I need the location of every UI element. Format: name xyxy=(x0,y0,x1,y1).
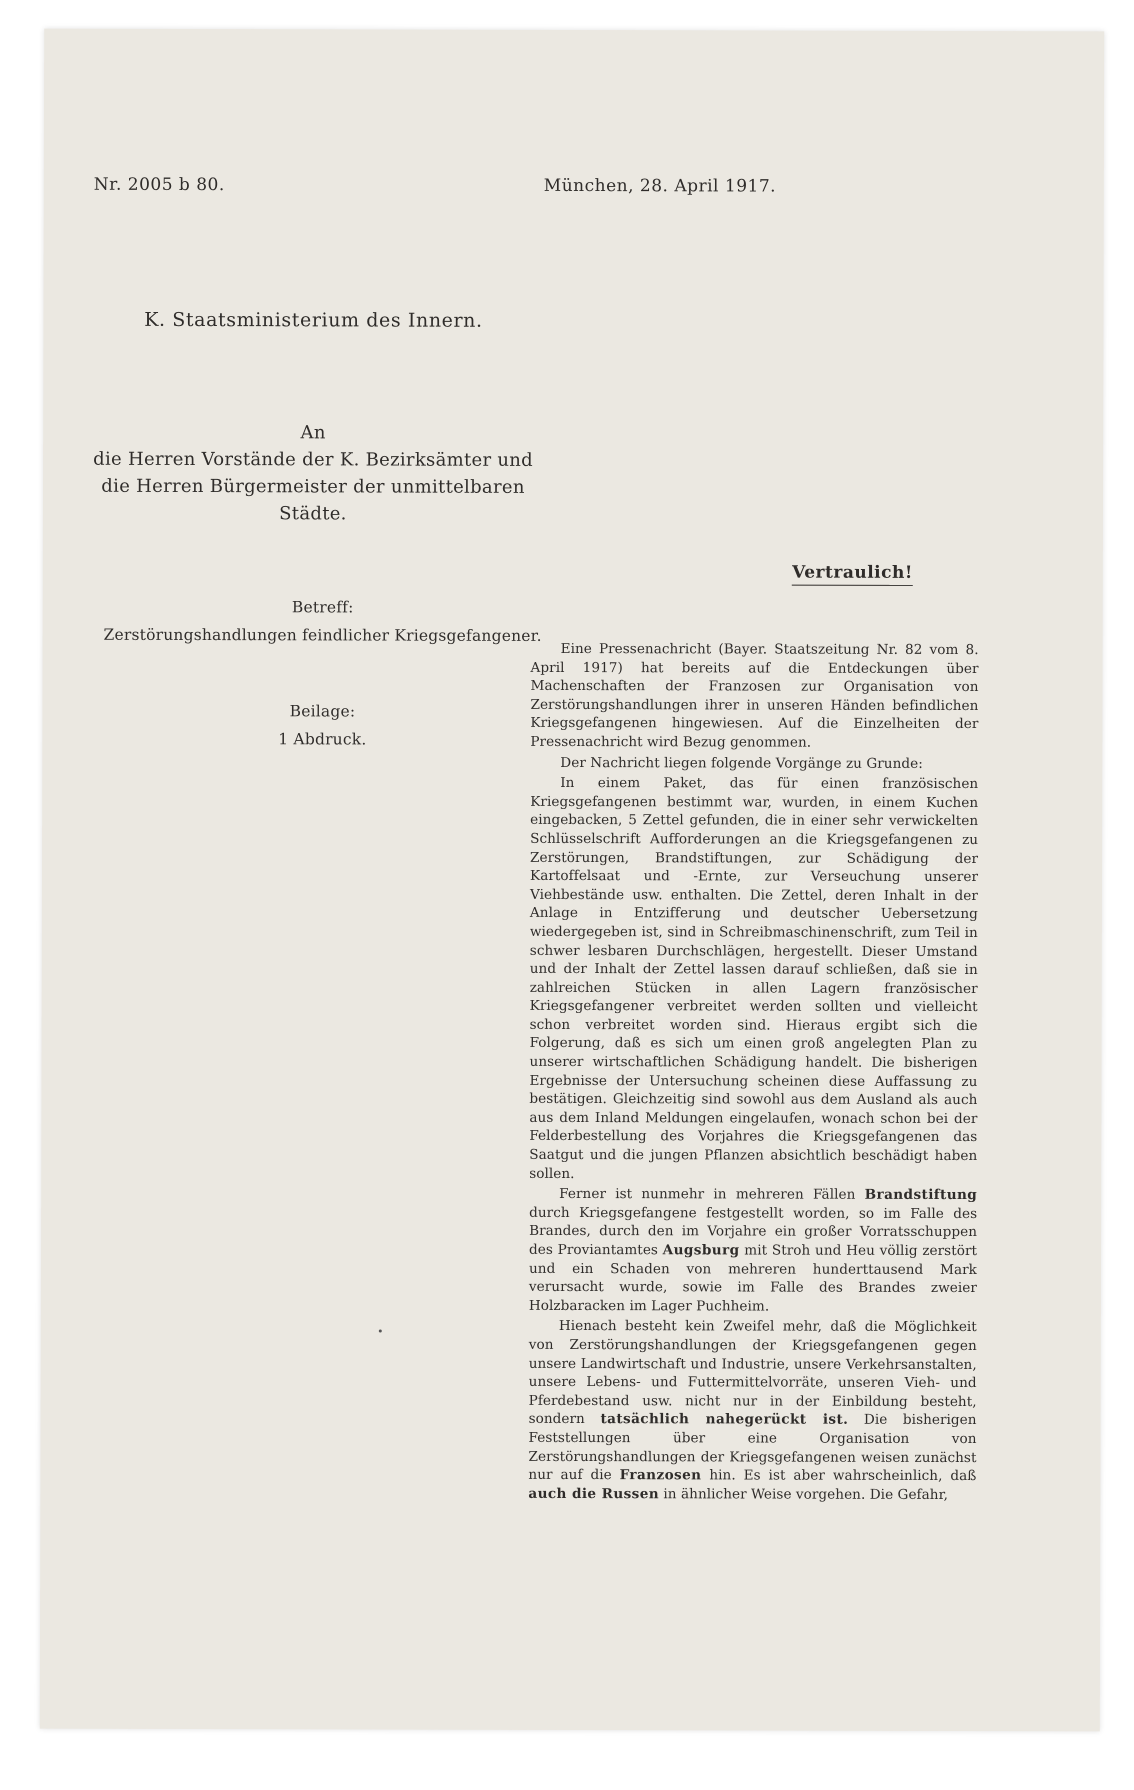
emphasis-text: tatsächlich nahegerückt ist. xyxy=(600,1411,849,1429)
enclosure-text: 1 Abdruck. xyxy=(278,730,367,749)
confidential-label: Vertraulich! xyxy=(792,563,913,586)
body-paragraph: In einem Paket, das für einen französischen Kriegsgefangenen bestimmt war, wurden, in einem Kuchen eingebacken, 5 Zettel gefunden, die in einer sehr verwickelten Schlüsselschrift Aufforderungen an die Kriegsgefangenen zu Zerstörungen, Brandstiftungen, zur Schädigung der Kartoffelsaat und -Ernte, zur Verseuchung unserer Viehbestände usw. enthalten. Die Zettel, deren Inhalt in der Anlage in Entzifferung und deutscher Uebersetzung wiedergegeben ist, sind in Schreibmaschinenschrift, zum Teil in schwer lesbaren Durchschlägen, hergestellt. Dieser Umstand und der Inhalt der Zettel lassen darauf schließen, daß sie in zahlreichen Stücken in allen Lagern französischer Kriegsgefangener verbreitet werden sollten und vielleicht schon verbreitet worden sind. Hieraus ergibt sich die Folgerung, daß es sich um einen groß angelegten Plan zu unserer wirtschaftlichen Schädigung handelt. Die bisherigen Ergebnisse der Untersuchung scheinen diese Auffassung zu bestätigen. Gleichzeitig sind sowohl aus dem Ausland als auch aus dem Inland Meldungen eingelaufen, wonach schon bei der Felderbestellung des Vorjahres die Kriegsgefangenen das Saatgut und die jungen Pflanzen absichtlich beschädigt haben sollen. xyxy=(529,775,979,1182)
addressee-block xyxy=(83,419,543,528)
body-paragraph xyxy=(529,1185,977,1316)
addressee-line: die Herren Bürgermeister der unmittelbaren xyxy=(101,475,525,498)
body-text: in ähnlicher Weise vorgehen. Die Gefahr, xyxy=(659,1485,949,1503)
enclosure-label: Beilage: xyxy=(289,702,356,721)
confidential-mark xyxy=(673,562,913,583)
addressee-line: die Herren Vorstände der K. Bezirksämter und xyxy=(93,448,534,471)
paper-speck xyxy=(379,1329,382,1332)
body-text: durch Kriegsgefangene festgestellt worden, so im Falle des Brandes, durch den im Vorjahre ein großer Vorratsschuppen des Proviantamtes xyxy=(529,1204,978,1259)
addressee-line: Städte. xyxy=(279,503,347,525)
body-text: mit Stroh und Heu völlig zerstört und ein Schaden von mehreren hunderttausend Mark verursacht wurde, sowie im Falle des Brandes zweier Holzbaracken im Lager Puchheim. xyxy=(528,1242,978,1315)
body-text: Hienach besteht kein Zweifel mehr, daß die Möglichkeit von Zerstörungshandlungen der Kriegsgefangenen gegen unsere Landwirtschaft und Industrie, unsere Verkehrsanstalten, unsere Lebens- und Futtermittelvorräte, unseren Vieh- und Pferdebestand usw. nicht nur in der Einbildung besteht, sondern xyxy=(528,1318,977,1428)
emphasis-text: Franzosen xyxy=(619,1467,702,1484)
document-number: Nr. 2005 b 80. xyxy=(93,174,225,196)
subject-text: Zerstörungshandlungen feindlicher Kriegsgefangener. xyxy=(103,625,542,645)
body-paragraph: Der Nachricht liegen folgende Vorgänge zu Grunde: xyxy=(560,754,923,772)
emphasis-text: Brandstiftung xyxy=(864,1186,978,1204)
ministry-heading: K. Staatsministerium des Innern. xyxy=(144,308,483,332)
emphasis-text: auch die Russen xyxy=(528,1485,660,1502)
emphasis-text: Augsburg xyxy=(662,1242,740,1259)
place-date: München, 28. April 1917. xyxy=(543,175,777,197)
addressee-line: An xyxy=(300,422,326,444)
body-text: hin. Es ist aber wahrscheinlich, daß xyxy=(701,1467,977,1485)
body-paragraph xyxy=(528,1317,976,1504)
body-text: Ferner ist nunmehr in mehreren Fällen xyxy=(559,1186,865,1203)
document-page xyxy=(40,29,1104,1732)
subject-label: Betreff: xyxy=(291,598,354,617)
body-paragraph: Eine Pressenachricht (Bayer. Staatszeitung Nr. 82 vom 8. April 1917) hat bereits auf die Entdeckungen über Machenschaften der Franzosen zur Organisation von Zerstörungshandlungen ihrer in unseren Händen befindlichen Kriegsgefangenen hingewiesen. Auf die Einzelheiten der Pressenachricht wird Bezug genommen. xyxy=(530,640,979,751)
body-text: Die bisherigen Feststellungen über eine Organisation von Zerstörungshandlungen der Kriegsgefangenen weisen zunächst nur auf die xyxy=(528,1412,977,1484)
letter-body xyxy=(528,640,978,1506)
